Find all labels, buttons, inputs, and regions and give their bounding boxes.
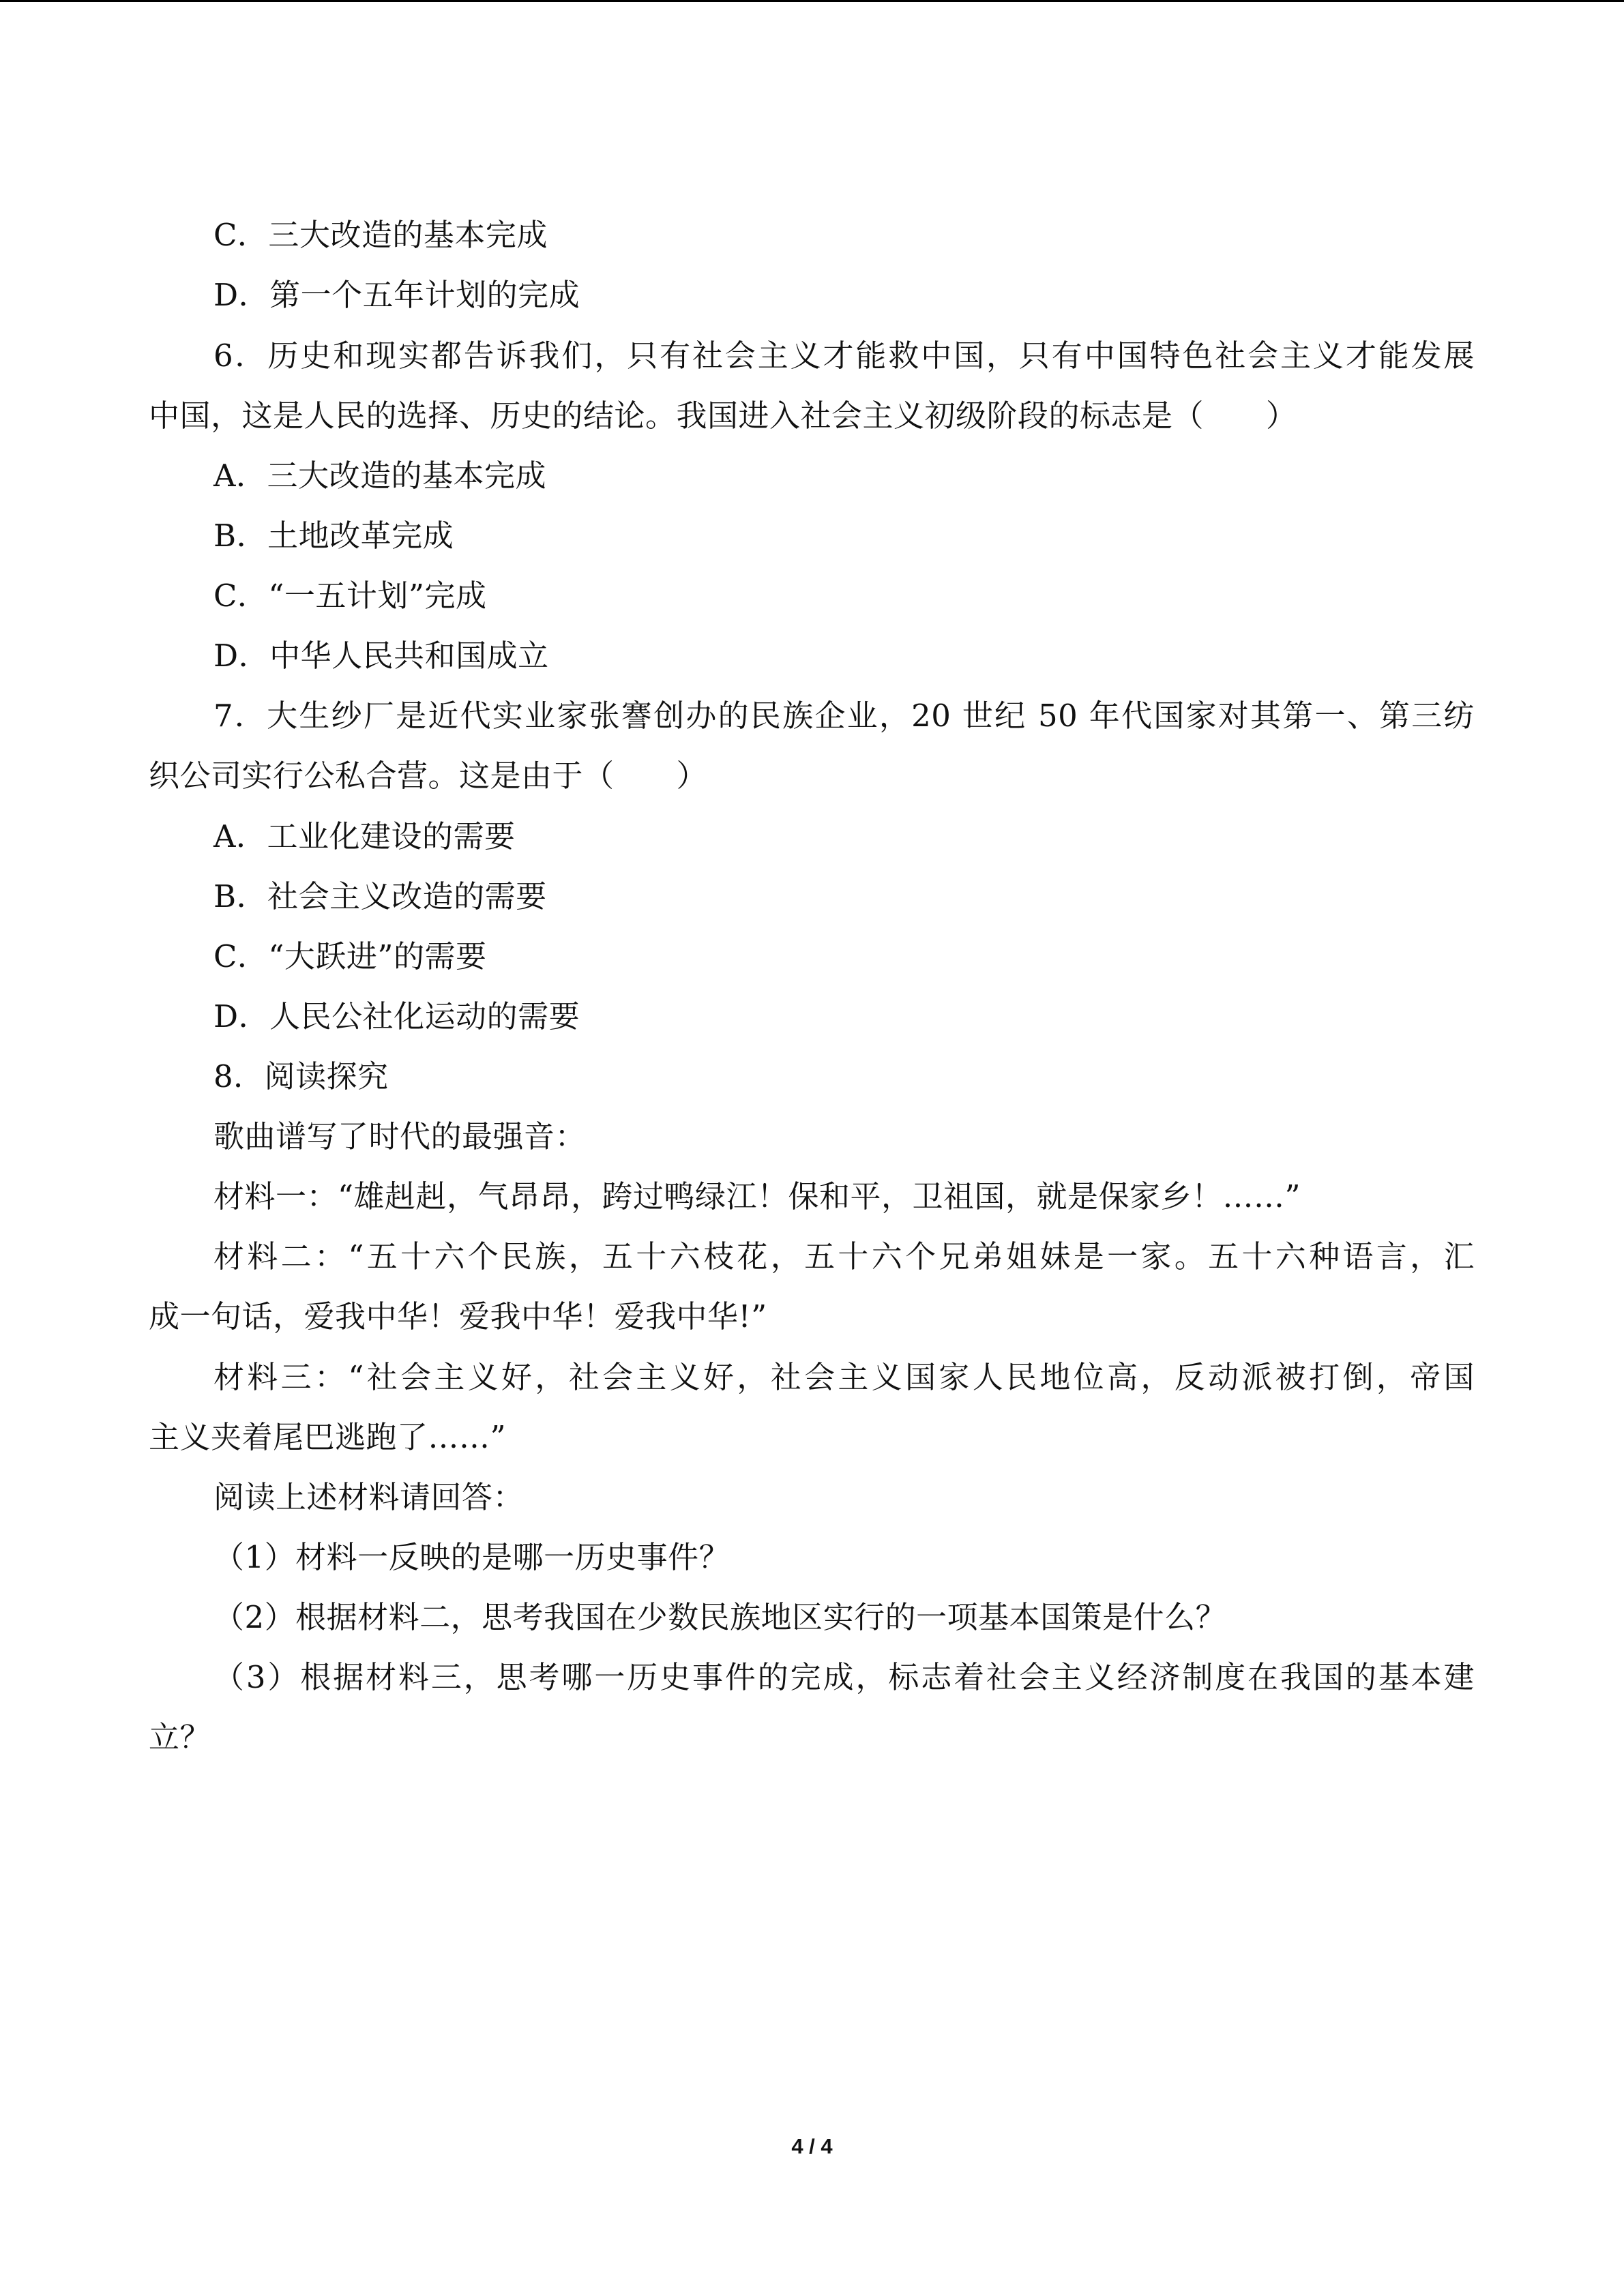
q8-title: 8．阅读探究	[213, 1058, 389, 1094]
q7-option-a: A．工业化建设的需要	[213, 818, 516, 854]
q8-prompt: 阅读上述材料请回答：	[213, 1479, 525, 1515]
q6-option-d: D．中华人民共和国成立	[213, 638, 549, 674]
q6-option-a: A．三大改造的基本完成	[213, 458, 546, 494]
q8-material2-line2: 成一句话，爱我中华！爱我中华！爱我中华!”	[149, 1298, 767, 1335]
q6-option-b: B．土地改革完成	[213, 518, 454, 554]
q7-option-b: B．社会主义改造的需要	[213, 878, 547, 914]
q7-option-d: D．人民公社化运动的需要	[213, 998, 580, 1034]
q7-option-c: C．“大跃进”的需要	[213, 938, 487, 974]
q5-option-d: D．第一个五年计划的完成	[213, 277, 580, 313]
q8-sub-question-2: （2）根据材料二，思考我国在少数民族地区实行的一项基本国策是什么？	[213, 1599, 1227, 1635]
top-border-line	[0, 0, 1624, 2]
q8-sub-question-3-line1: （3）根据材料三，思考哪一历史事件的完成，标志着社会主义经济制度在我国的基本建	[213, 1659, 1475, 1695]
q8-intro: 歌曲谱写了时代的最强音：	[213, 1118, 587, 1154]
q6-stem-line1: 6．历史和现实都告诉我们，只有社会主义才能救中国，只有中国特色社会主义才能发展	[213, 338, 1475, 374]
q7-stem-line1: 7．大生纱厂是近代实业家张謇创办的民族企业，20 世纪 50 年代国家对其第一、第三纺	[213, 698, 1475, 734]
q8-material3-line2: 主义夹着尾巴逃跑了……”	[149, 1419, 507, 1455]
page-number: 4 / 4	[791, 2134, 833, 2158]
q8-sub-question-1: （1）材料一反映的是哪一历史事件？	[213, 1539, 730, 1575]
q6-option-c: C．“一五计划”完成	[213, 578, 487, 614]
q8-material2-line1: 材料二：“五十六个民族，五十六枝花，五十六个兄弟姐妹是一家。五十六种语言，汇	[213, 1238, 1475, 1274]
q5-option-c: C．三大改造的基本完成	[213, 217, 548, 253]
q8-material1: 材料一：“雄赳赳，气昂昂，跨过鸭绿江！保和平，卫祖国，就是保家乡！……”	[213, 1178, 1301, 1214]
q8-sub-question-3-line2: 立？	[149, 1719, 211, 1755]
q8-material3-line1: 材料三：“社会主义好，社会主义好，社会主义国家人民地位高，反动派被打倒，帝国	[213, 1359, 1475, 1395]
q6-stem-line2: 中国，这是人民的选择、历史的结论。我国进入社会主义初级阶段的标志是（ ）	[149, 398, 1297, 434]
q7-stem-line2: 织公司实行公私合营。这是由于（ ）	[149, 758, 708, 794]
